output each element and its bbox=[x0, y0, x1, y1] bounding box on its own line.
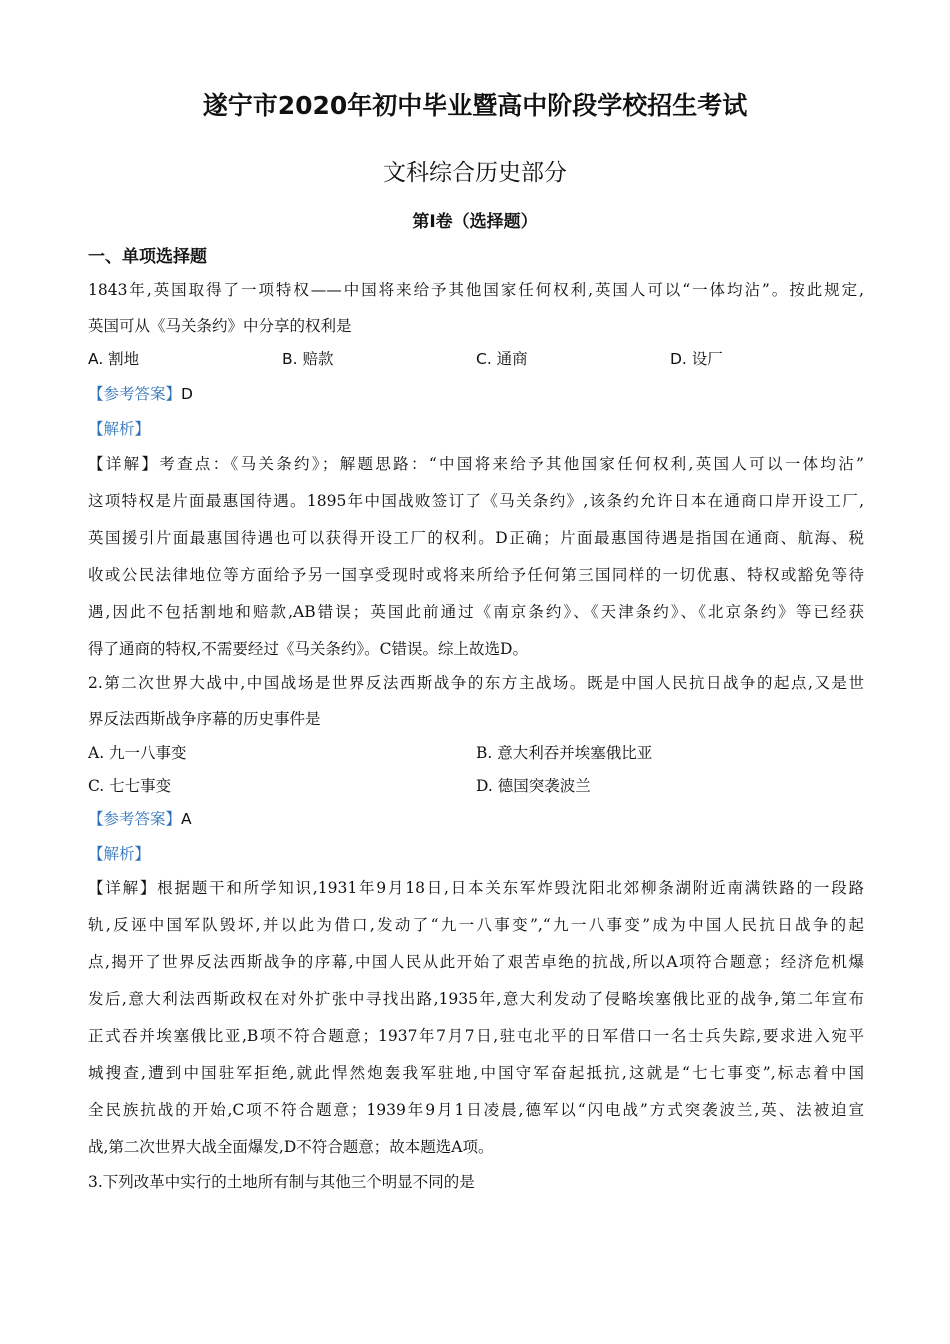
q2-option-a: A. 九一八事变 bbox=[88, 744, 187, 762]
q3-stem-line-1: 3.下列改革中实行的土地所有制与其他三个明显不同的是 bbox=[88, 1173, 475, 1191]
detail-text: 考查点：《马关条约》；解题思路：“中国将来给予其他国家任何权利,英国人可以一体均沾” bbox=[159, 455, 864, 473]
answer-value: D bbox=[181, 385, 193, 403]
q1-detail-line-2: 这项特权是片面最惠国待遇。1895年中国战败签订了《马关条约》,该条约允许日本在通商口岸开设工厂, bbox=[88, 492, 864, 510]
detail-label: 【详解】 bbox=[88, 879, 158, 897]
q1-detail-line-3: 英国援引片面最惠国待遇也可以获得开设工厂的权利。D正确；片面最惠国待遇是指国在通商、航海、税 bbox=[88, 529, 864, 547]
q2-option-d: D. 德国突袭波兰 bbox=[476, 777, 591, 795]
detail-text: 根据题干和所学知识,1931年9月18日,日本关东军炸毁沈阳北郊柳条湖附近南满铁路的一段路 bbox=[157, 879, 864, 897]
q2-detail-line-6: 城搜查,遭到中国驻军拒绝,就此悍然炮轰我军驻地,中国守军奋起抵抗,这就是“七七事变”,标志着中国 bbox=[88, 1064, 864, 1082]
answer-label: 【参考答案】 bbox=[88, 810, 182, 828]
q2-answer bbox=[88, 809, 864, 829]
q2-detail-line-7: 全民族抗战的开始,C项不符合题意；1939年9月1日凌晨,德军以“闪电战”方式突袭波兰,英、法被迫宣 bbox=[88, 1101, 864, 1119]
q2-detail-line-5: 正式吞并埃塞俄比亚,B项不符合题意；1937年7月7日,驻屯北平的日军借口一名士兵失踪,要求进入宛平 bbox=[88, 1027, 864, 1045]
detail-label: 【详解】 bbox=[88, 455, 160, 473]
q1-option-c: C. 通商 bbox=[476, 350, 528, 368]
q1-stem-line-2: 英国可从《马关条约》中分享的权利是 bbox=[88, 317, 352, 335]
q1-detail-line-6: 得了通商的特权,不需要经过《马关条约》。C错误。综上故选D。 bbox=[88, 640, 528, 658]
q2-option-c: C. 七七事变 bbox=[88, 777, 172, 795]
q2-detail-line-2: 轨,反诬中国军队毁坏,并以此为借口,发动了“九一八事变”,“九一八事变”成为中国人民抗日战争的起 bbox=[88, 916, 864, 934]
q2-stem-line-2: 界反法西斯战争序幕的历史事件是 bbox=[88, 710, 321, 728]
q1-detail-line-5: 遇,因此不包括割地和赔款,AB错误；英国此前通过《南京条约》、《天津条约》、《北京条约》等已经获 bbox=[88, 603, 864, 621]
q1-stem-line-1: 1843年,英国取得了一项特权——中国将来给予其他国家任何权利,英国人可以“一体均沾”。按此规定, bbox=[88, 281, 864, 299]
answer-label: 【参考答案】 bbox=[88, 385, 182, 403]
q2-analysis-label: 【解析】 bbox=[88, 845, 151, 863]
q1-option-a: A. 割地 bbox=[88, 350, 140, 368]
q2-detail-line-1 bbox=[88, 878, 864, 898]
part-heading: 第Ⅰ卷（选择题） bbox=[412, 212, 538, 232]
q1-option-d: D. 设厂 bbox=[670, 350, 723, 368]
answer-value: A bbox=[181, 810, 192, 828]
q1-detail-line-1 bbox=[88, 454, 864, 474]
q2-option-b: B. 意大利吞并埃塞俄比亚 bbox=[476, 744, 653, 762]
q2-detail-line-3: 点,揭开了世界反法西斯战争的序幕,中国人民从此开始了艰苦卓绝的抗战,所以A项符合题意；经济危机爆 bbox=[88, 953, 864, 971]
q1-analysis-label: 【解析】 bbox=[88, 420, 151, 438]
q2-detail-line-8: 战,第二次世界大战全面爆发,D不符合题意；故本题选A项。 bbox=[88, 1138, 494, 1156]
exam-subtitle: 文科综合历史部分 bbox=[383, 160, 567, 186]
q1-option-b: B. 赔款 bbox=[282, 350, 334, 368]
q2-stem-line-1: 2.第二次世界大战中,中国战场是世界反法西斯战争的东方主战场。既是中国人民抗日战争的起点,又是世 bbox=[88, 674, 864, 692]
section-heading: 一、单项选择题 bbox=[88, 247, 207, 267]
exam-title: 遂宁市2020年初中毕业暨高中阶段学校招生考试 bbox=[202, 91, 748, 120]
q1-detail-line-4: 收或公民法律地位等方面给予另一国享受现时或将来所给予任何第三国同样的一切优惠、特权或豁免等待 bbox=[88, 566, 864, 584]
q2-detail-line-4: 发后,意大利法西斯政权在对外扩张中寻找出路,1935年,意大利发动了侵略埃塞俄比亚的战争,第二年宣布 bbox=[88, 990, 864, 1008]
q1-answer bbox=[88, 384, 864, 404]
